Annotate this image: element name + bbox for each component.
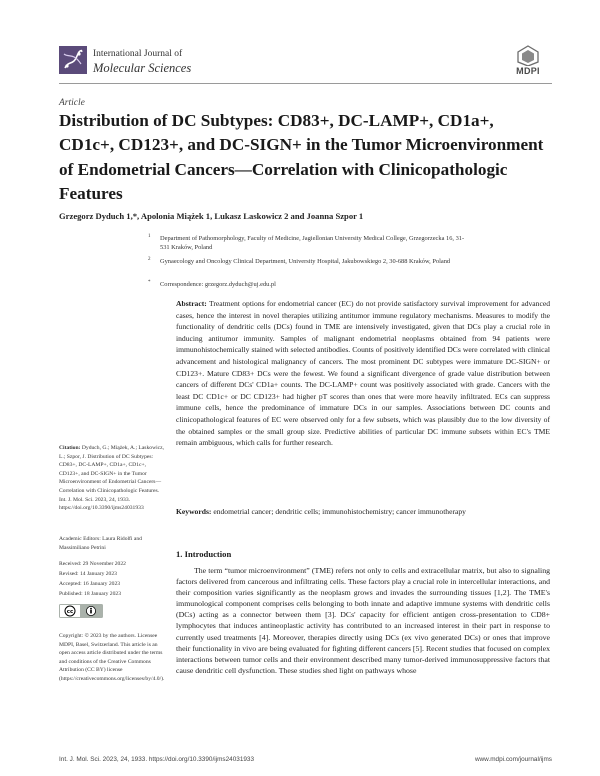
footer-journal-url[interactable]: www.mdpi.com/journal/ijms xyxy=(474,756,552,763)
affiliation-1-text: Department of Pathomorphology, Faculty of Medicine, Jagiellonian University Medical College, Grzegorzecka 16, 31-531 Kraków, Poland xyxy=(160,235,465,251)
citation-label: Citation: xyxy=(59,445,81,451)
journal-name-line1: International Journal of xyxy=(93,49,183,59)
introduction-body xyxy=(176,565,550,676)
published-date: Published: 18 January 2023 xyxy=(59,591,121,597)
affiliation-2 xyxy=(148,258,468,267)
correspondence xyxy=(148,281,468,290)
cc-by-license-icon[interactable] xyxy=(59,604,103,618)
copyright-notice: Copyright: © 2023 by the authors. Licensee MDPI, Basel, Switzerland. This article is an open access article distributed under the terms and conditions of the Creative Commons Attribution (CC BY) license (https://creativecommons.org/licenses/by/4.0/). xyxy=(59,633,165,682)
citation-text[interactable]: Dyduch, G.; Miążek, A.; Laskowicz, L.; Szpor, J. Distribution of DC Subtypes: CD83+, DC-LAMP+, CD1a+, CD1c+, CD123+, and DC-SIGN+ in the Tumor Microenvironment of Endometrial Cancers—Correlation with Clinicopathologic Features. Int. J. Mol. Sci. 2023, 24, 1933. https://doi.org/10.3390/ijms24031933 xyxy=(59,445,165,512)
affiliation-1-number: 1 xyxy=(148,234,151,239)
received-date: Received: 29 November 2022 xyxy=(59,561,126,567)
keywords-text: endometrial cancer; dendritic cells; immunohistochemistry; cancer immunotherapy xyxy=(213,507,466,516)
affiliation-2-text: Gynaecology and Oncology Clinical Department, University Hospital, Jakubowskiego 2, 30-688 Kraków, Poland xyxy=(160,258,451,265)
affiliation-1 xyxy=(148,235,468,252)
abstract-text: Treatment options for endometrial cancer (EC) do not provide satisfactory survival improvement for advanced cases, hence the interest in novel therapies utilizing antitumor immune regulatory mechanisms. Measures to modify the functionality of dendritic cells (DCs) found in TME are intensively investigated, given that DCs play a crucial role in inducing antitumor immunity. Samples of malignant endometrial neoplasms obtained from 94 patients were immunohistochemically stained with selected antibodies. Counts of positively identified DCs were correlated with clinical advancement and histological malignancy of cancers. The most prominent DC subtypes were immature DC-SIGN+ or CD123+. Mature CD83+ DCs were the fewest. We found a significant divergence of grade value distribution between cancers of different DCs' CD1a+ counts. The DC-LAMP+ count was positively associated with grade. Cancers with the least DC CD1c+ or DC CD123+ had higher pT scores than ones that were more heavily infiltrated. ECs can suppress immune cells, hence the predominance of immature DCs in our samples. Associations between DC counts and clinicopathological features of EC were observed only for a few subsets, which was plausibly due to the low diversity of the obtained samples or the small group size. Predictive abilities of particular DC immune subsets within EC's TME remain ambiguous, which calls for further research. xyxy=(176,299,550,448)
academic-editors: Academic Editors: Laura Ridolfi and Massimiliano Petrini xyxy=(59,536,142,551)
publisher-name: MDPI xyxy=(516,66,540,76)
svg-text:cc: cc xyxy=(66,609,74,616)
correspondence-marker: * xyxy=(148,280,151,285)
section-heading-introduction: 1. Introduction xyxy=(176,549,232,559)
header-divider xyxy=(59,83,552,84)
article-title: Distribution of DC Subtypes: CD83+, DC-LAMP+, CD1a+, CD1c+, CD123+, and DC-SIGN+ in the Tumor Microenvironment of Endometrial Cancers—Correlation with Clinicopathologic Features xyxy=(59,111,544,203)
introduction-paragraph: The term “tumor microenvironment” (TME) refers not only to cells and extracellular matrix, but also to signaling factors delivered from cancerous and infiltrating cells. These factors play a crucial role in intercellular interactions, and their composition varies significantly as the neoplasm grows and invades the surrounding tissues [1,2]. The TME's immunological component comprises cells belonging to both innate and adaptive immune systems with dendritic cells (DCs) acting as a connector between them [3]. DCs' capacity for efficient antigen cross-presentation to CD8+ lymphocytes that induces antineoplastic activity has contributed to an increased interest in their part in response to currently used treatments [4]. Moreover, therapies directly using DCs (ex vivo generated DCs) or ones that improve their functionality in vivo are being evaluated for fighting different cancers [5]. Recent studies that focused on complex interactions between tumor cells and their environment described many tumor-derived immunosuppressive factors that cause dendritic cell dysfunction. These studies shed light on pathways whose xyxy=(176,566,550,675)
journal-logo-icon xyxy=(59,46,87,74)
accepted-date: Accepted: 16 January 2023 xyxy=(59,581,121,587)
author-list[interactable]: Grzegorz Dyduch 1,*, Apolonia Miążek 1, Lukasz Laskowicz 2 and Joanna Szpor 1 xyxy=(59,211,364,221)
footer-citation[interactable]: Int. J. Mol. Sci. 2023, 24, 1933. https://doi.org/10.3390/ijms24031933 xyxy=(59,756,255,763)
affiliation-2-number: 2 xyxy=(148,257,151,262)
abstract xyxy=(176,298,550,449)
article-type: Article xyxy=(59,98,85,108)
citation-block xyxy=(59,444,167,513)
journal-name-line2: Molecular Sciences xyxy=(93,61,192,75)
keywords-label: Keywords: xyxy=(176,507,212,516)
abstract-label: Abstract: xyxy=(176,299,207,308)
revised-date: Revised: 14 January 2023 xyxy=(59,571,117,577)
correspondence-text[interactable]: Correspondence: grzegorz.dyduch@uj.edu.pl xyxy=(160,281,276,288)
keywords xyxy=(176,506,550,517)
